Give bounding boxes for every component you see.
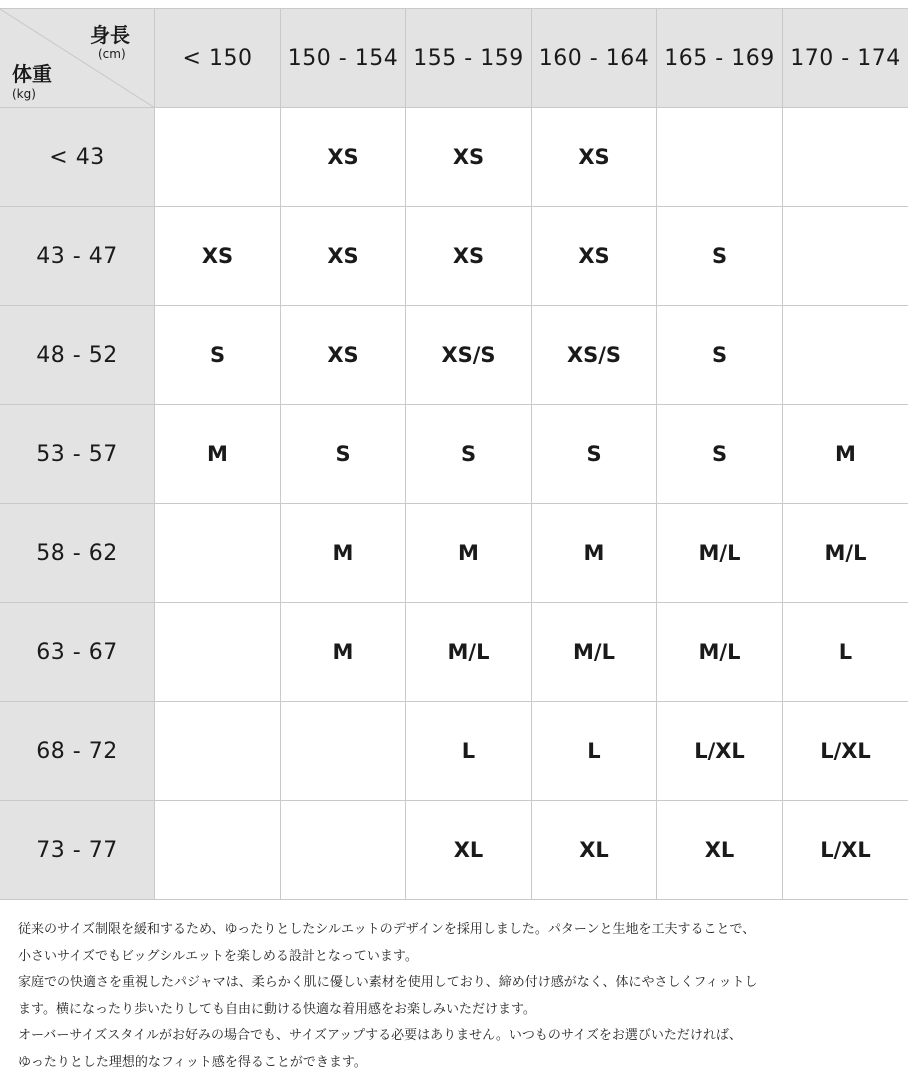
column-header: 165 - 169 bbox=[657, 9, 783, 108]
size-cell: S bbox=[657, 207, 783, 306]
table-corner-header bbox=[0, 9, 155, 108]
column-header: 170 - 174 bbox=[783, 9, 908, 108]
size-cell bbox=[155, 108, 281, 207]
size-cell: XS bbox=[155, 207, 281, 306]
size-cell: XS bbox=[281, 108, 406, 207]
size-cell: S bbox=[281, 405, 406, 504]
weight-unit-label: (kg) bbox=[12, 87, 36, 101]
size-cell: XS bbox=[532, 108, 657, 207]
size-cell bbox=[783, 108, 908, 207]
size-cell bbox=[783, 306, 908, 405]
size-cell: M/L bbox=[657, 504, 783, 603]
row-header: 53 - 57 bbox=[0, 405, 155, 504]
size-cell bbox=[281, 801, 406, 900]
column-header: < 150 bbox=[155, 9, 281, 108]
note-line: 小さいサイズでもビッグシルエットを楽しめる設計となっています。 bbox=[18, 948, 418, 964]
column-header: 160 - 164 bbox=[532, 9, 657, 108]
size-cell: M bbox=[783, 405, 908, 504]
column-header: 150 - 154 bbox=[281, 9, 406, 108]
size-notes bbox=[18, 917, 898, 1076]
size-cell: M bbox=[406, 504, 532, 603]
row-header: < 43 bbox=[0, 108, 155, 207]
note-line: ます。横になったり歩いたりしても自由に動ける快適な着用感をお楽しみいただけます。 bbox=[18, 1001, 536, 1017]
size-cell: XS bbox=[406, 207, 532, 306]
row-header: 48 - 52 bbox=[0, 306, 155, 405]
size-cell: M/L bbox=[783, 504, 908, 603]
row-header: 68 - 72 bbox=[0, 702, 155, 801]
size-cell: XS bbox=[532, 207, 657, 306]
size-cell: M bbox=[281, 504, 406, 603]
column-header: 155 - 159 bbox=[406, 9, 532, 108]
size-cell bbox=[155, 603, 281, 702]
size-cell: XS/S bbox=[406, 306, 532, 405]
size-cell bbox=[783, 207, 908, 306]
note-line: 家庭での快適さを重視したパジャマは、柔らかく肌に優しい素材を使用しており、締め付け感がなく、体にやさしくフィットし bbox=[18, 975, 758, 990]
note-line: 従来のサイズ制限を緩和するため、ゆったりとしたシルエットのデザインを採用しました。パターンと生地を工夫することで、 bbox=[18, 922, 756, 937]
height-axis-label: 身長 bbox=[90, 23, 130, 47]
size-cell: M/L bbox=[657, 603, 783, 702]
size-cell: S bbox=[406, 405, 532, 504]
size-cell: XL bbox=[532, 801, 657, 900]
size-cell: S bbox=[532, 405, 657, 504]
size-cell: XL bbox=[657, 801, 783, 900]
size-cell: XS/S bbox=[532, 306, 657, 405]
size-cell: M bbox=[532, 504, 657, 603]
size-cell: S bbox=[657, 405, 783, 504]
note-line: ゆったりとした理想的なフィット感を得ることができます。 bbox=[18, 1054, 367, 1070]
row-header: 43 - 47 bbox=[0, 207, 155, 306]
size-cell: S bbox=[657, 306, 783, 405]
row-header: 73 - 77 bbox=[0, 801, 155, 900]
size-cell bbox=[281, 702, 406, 801]
size-cell: L bbox=[783, 603, 908, 702]
size-cell: XS bbox=[406, 108, 532, 207]
size-cell: M bbox=[281, 603, 406, 702]
row-header: 58 - 62 bbox=[0, 504, 155, 603]
weight-axis-label: 体重 bbox=[12, 62, 52, 86]
size-cell bbox=[155, 801, 281, 900]
size-cell: M/L bbox=[532, 603, 657, 702]
size-cell: S bbox=[155, 306, 281, 405]
size-cell: L/XL bbox=[783, 801, 908, 900]
size-cell: L bbox=[532, 702, 657, 801]
size-cell: XS bbox=[281, 306, 406, 405]
note-line: オーバーサイズスタイルがお好みの場合でも、サイズアップする必要はありません。いつものサイズをお選びいただければ、 bbox=[18, 1028, 742, 1043]
size-cell: M/L bbox=[406, 603, 532, 702]
height-unit-label: (cm) bbox=[98, 47, 126, 61]
size-cell bbox=[155, 702, 281, 801]
size-cell bbox=[657, 108, 783, 207]
size-cell: L bbox=[406, 702, 532, 801]
size-cell: L/XL bbox=[657, 702, 783, 801]
size-chart-table bbox=[0, 8, 908, 899]
size-cell: M bbox=[155, 405, 281, 504]
size-cell: L/XL bbox=[783, 702, 908, 801]
size-cell bbox=[155, 504, 281, 603]
row-header: 63 - 67 bbox=[0, 603, 155, 702]
size-cell: XS bbox=[281, 207, 406, 306]
size-cell: XL bbox=[406, 801, 532, 900]
